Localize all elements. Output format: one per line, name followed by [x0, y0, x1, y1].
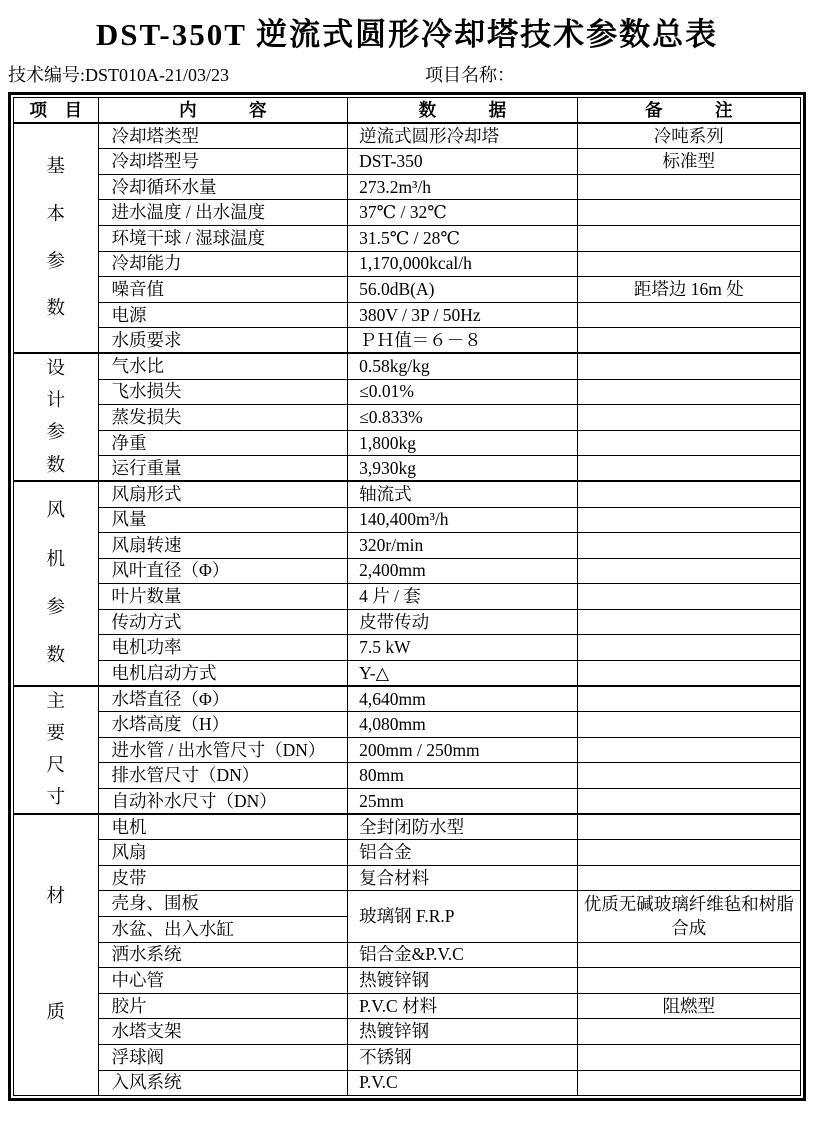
remark-cell	[577, 379, 800, 405]
data-cell: 热镀锌钢	[348, 968, 577, 994]
item-cell: 风量	[98, 507, 348, 533]
remark-cell	[577, 200, 800, 226]
remark-cell	[577, 609, 800, 635]
data-cell: ≤0.833%	[348, 405, 577, 431]
item-cell: 蒸发损失	[98, 405, 348, 431]
table-row	[14, 174, 801, 200]
remark-cell	[577, 686, 800, 712]
table-row	[14, 635, 801, 661]
data-cell: 80mm	[348, 763, 577, 789]
data-cell: 37℃ / 32℃	[348, 200, 577, 226]
remark-cell: 冷吨系列	[577, 123, 800, 149]
table-row	[14, 405, 801, 431]
table-row	[14, 865, 801, 891]
table-row	[14, 430, 801, 456]
remark-cell	[577, 763, 800, 789]
item-cell: 胶片	[98, 993, 348, 1019]
table-row	[14, 379, 801, 405]
table-row	[14, 481, 801, 507]
data-cell: 不锈钢	[348, 1044, 577, 1070]
data-cell: 4,080mm	[348, 712, 577, 738]
table-row	[14, 353, 801, 379]
table-row	[14, 200, 801, 226]
table-row	[14, 251, 801, 277]
data-cell: 4,640mm	[348, 686, 577, 712]
table-row	[14, 661, 801, 687]
table-row	[14, 840, 801, 866]
item-cell: 中心管	[98, 968, 348, 994]
remark-cell	[577, 1019, 800, 1045]
header-row	[14, 98, 801, 124]
table-row	[14, 507, 801, 533]
section-label-cell	[14, 686, 99, 814]
item-cell: 冷却循环水量	[98, 174, 348, 200]
table-row	[14, 456, 801, 482]
table-row	[14, 1070, 801, 1096]
data-cell: 140,400m³/h	[348, 507, 577, 533]
table-row	[14, 1044, 801, 1070]
section-label: 材 质	[46, 887, 66, 1023]
table-row	[14, 942, 801, 968]
table-row	[14, 225, 801, 251]
remark-cell	[577, 712, 800, 738]
data-cell: 200mm / 250mm	[348, 737, 577, 763]
table-row	[14, 814, 801, 840]
section-label: 基 本 参 数	[46, 157, 66, 319]
data-cell: 273.2m³/h	[348, 174, 577, 200]
header-item: 项 目	[14, 98, 99, 124]
data-cell: P.V.C	[348, 1070, 577, 1096]
table-row	[14, 993, 801, 1019]
remark-cell	[577, 507, 800, 533]
section-label-cell	[14, 123, 99, 353]
item-cell: 冷却塔类型	[98, 123, 348, 149]
item-cell: 自动补水尺寸（DN）	[98, 789, 348, 815]
table-row	[14, 277, 801, 303]
data-cell: 4 片 / 套	[348, 584, 577, 610]
header-data: 数 据	[348, 98, 577, 124]
table-row	[14, 123, 801, 149]
table-row	[14, 737, 801, 763]
item-cell: 水质要求	[98, 328, 348, 354]
spec-table-frame	[8, 92, 806, 1101]
data-cell: 1,170,000kcal/h	[348, 251, 577, 277]
item-cell: 皮带	[98, 865, 348, 891]
item-cell: 进水温度 / 出水温度	[98, 200, 348, 226]
item-cell: 运行重量	[98, 456, 348, 482]
remark-cell	[577, 942, 800, 968]
data-cell: 3,930kg	[348, 456, 577, 482]
item-cell: 叶片数量	[98, 584, 348, 610]
remark-cell	[577, 814, 800, 840]
section-label-cell	[14, 481, 99, 686]
remark-cell: 距塔边 16m 处	[577, 277, 800, 303]
remark-cell	[577, 481, 800, 507]
remark-cell	[577, 1044, 800, 1070]
remark-cell	[577, 635, 800, 661]
section-label-cell	[14, 814, 99, 1096]
data-cell: 复合材料	[348, 865, 577, 891]
remark-cell-merged: 优质无碱玻璃纤维毡和树脂合成	[577, 891, 800, 942]
table-row	[14, 584, 801, 610]
item-cell: 洒水系统	[98, 942, 348, 968]
table-row	[14, 149, 801, 175]
remark-cell	[577, 302, 800, 328]
item-cell: 进水管 / 出水管尺寸（DN）	[98, 737, 348, 763]
data-cell: 25mm	[348, 789, 577, 815]
data-cell: 皮带传动	[348, 609, 577, 635]
remark-cell	[577, 533, 800, 559]
table-row	[14, 763, 801, 789]
section-label: 设 计 参 数	[46, 359, 66, 476]
remark-cell	[577, 328, 800, 354]
remark-cell	[577, 865, 800, 891]
item-cell: 气水比	[98, 353, 348, 379]
table-row	[14, 686, 801, 712]
table-row	[14, 328, 801, 354]
project-name-label: 项目名称：	[425, 65, 515, 85]
item-cell: 风扇转速	[98, 533, 348, 559]
remark-cell	[577, 584, 800, 610]
data-cell: 2,400mm	[348, 558, 577, 584]
remark-cell	[577, 430, 800, 456]
item-cell: 电机功率	[98, 635, 348, 661]
data-cell: ＰＨ值＝６－８	[348, 328, 577, 354]
data-cell: 0.58kg/kg	[348, 353, 577, 379]
remark-cell	[577, 661, 800, 687]
item-cell: 噪音值	[98, 277, 348, 303]
item-cell: 壳身、围板	[98, 891, 348, 917]
header-remark: 备 注	[577, 98, 800, 124]
table-row	[14, 891, 801, 917]
table-row	[14, 609, 801, 635]
spec-table	[13, 97, 801, 1096]
meta-row	[8, 61, 806, 89]
table-row	[14, 712, 801, 738]
data-cell: Y-△	[348, 661, 577, 687]
section-label-cell	[14, 353, 99, 481]
section-label: 风 机 参 数	[46, 501, 66, 666]
item-cell: 浮球阀	[98, 1044, 348, 1070]
item-cell: 冷却塔型号	[98, 149, 348, 175]
data-cell: 铝合金&P.V.C	[348, 942, 577, 968]
remark-cell	[577, 174, 800, 200]
item-cell: 电源	[98, 302, 348, 328]
item-cell: 水塔支架	[98, 1019, 348, 1045]
item-cell: 冷却能力	[98, 251, 348, 277]
remark-cell	[577, 1070, 800, 1096]
data-cell: 逆流式圆形冷却塔	[348, 123, 577, 149]
remark-cell: 阻燃型	[577, 993, 800, 1019]
remark-cell	[577, 789, 800, 815]
item-cell: 水塔高度（H）	[98, 712, 348, 738]
data-cell: 轴流式	[348, 481, 577, 507]
remark-cell	[577, 558, 800, 584]
data-cell: 铝合金	[348, 840, 577, 866]
item-cell: 电机启动方式	[98, 661, 348, 687]
data-cell: DST-350	[348, 149, 577, 175]
data-cell-merged: 玻璃钢 F.R.P	[348, 891, 577, 942]
item-cell: 传动方式	[98, 609, 348, 635]
data-cell: ≤0.01%	[348, 379, 577, 405]
data-cell: 1,800kg	[348, 430, 577, 456]
item-cell: 净重	[98, 430, 348, 456]
section-label: 主 要 尺 寸	[46, 691, 66, 809]
table-row	[14, 302, 801, 328]
table-row	[14, 968, 801, 994]
page-title: DST-350T 逆流式圆形冷却塔技术参数总表	[95, 17, 719, 52]
header-content: 内 容	[98, 98, 348, 124]
item-cell: 水塔直径（Φ）	[98, 686, 348, 712]
data-cell: 380V / 3P / 50Hz	[348, 302, 577, 328]
item-cell: 环境干球 / 湿球温度	[98, 225, 348, 251]
data-cell: P.V.C 材料	[348, 993, 577, 1019]
item-cell: 飞水损失	[98, 379, 348, 405]
remark-cell	[577, 225, 800, 251]
remark-cell: 标准型	[577, 149, 800, 175]
remark-cell	[577, 737, 800, 763]
remark-cell	[577, 353, 800, 379]
data-cell: 全封闭防水型	[348, 814, 577, 840]
item-cell: 风扇	[98, 840, 348, 866]
remark-cell	[577, 968, 800, 994]
data-cell: 320r/min	[348, 533, 577, 559]
table-row	[14, 789, 801, 815]
item-cell: 风叶直径（Φ）	[98, 558, 348, 584]
item-cell: 电机	[98, 814, 348, 840]
item-cell: 入风系统	[98, 1070, 348, 1096]
data-cell: 热镀锌钢	[348, 1019, 577, 1045]
data-cell: 31.5℃ / 28℃	[348, 225, 577, 251]
remark-cell	[577, 405, 800, 431]
remark-cell	[577, 840, 800, 866]
item-cell: 排水管尺寸（DN）	[98, 763, 348, 789]
data-cell: 7.5 kW	[348, 635, 577, 661]
item-cell: 水盆、出入水缸	[98, 917, 348, 943]
table-row	[14, 1019, 801, 1045]
tech-number: 技术编号:DST010A-21/03/23	[8, 65, 230, 85]
item-cell: 风扇形式	[98, 481, 348, 507]
table-row	[14, 533, 801, 559]
remark-cell	[577, 251, 800, 277]
table-row	[14, 558, 801, 584]
remark-cell	[577, 456, 800, 482]
data-cell: 56.0dB(A)	[348, 277, 577, 303]
